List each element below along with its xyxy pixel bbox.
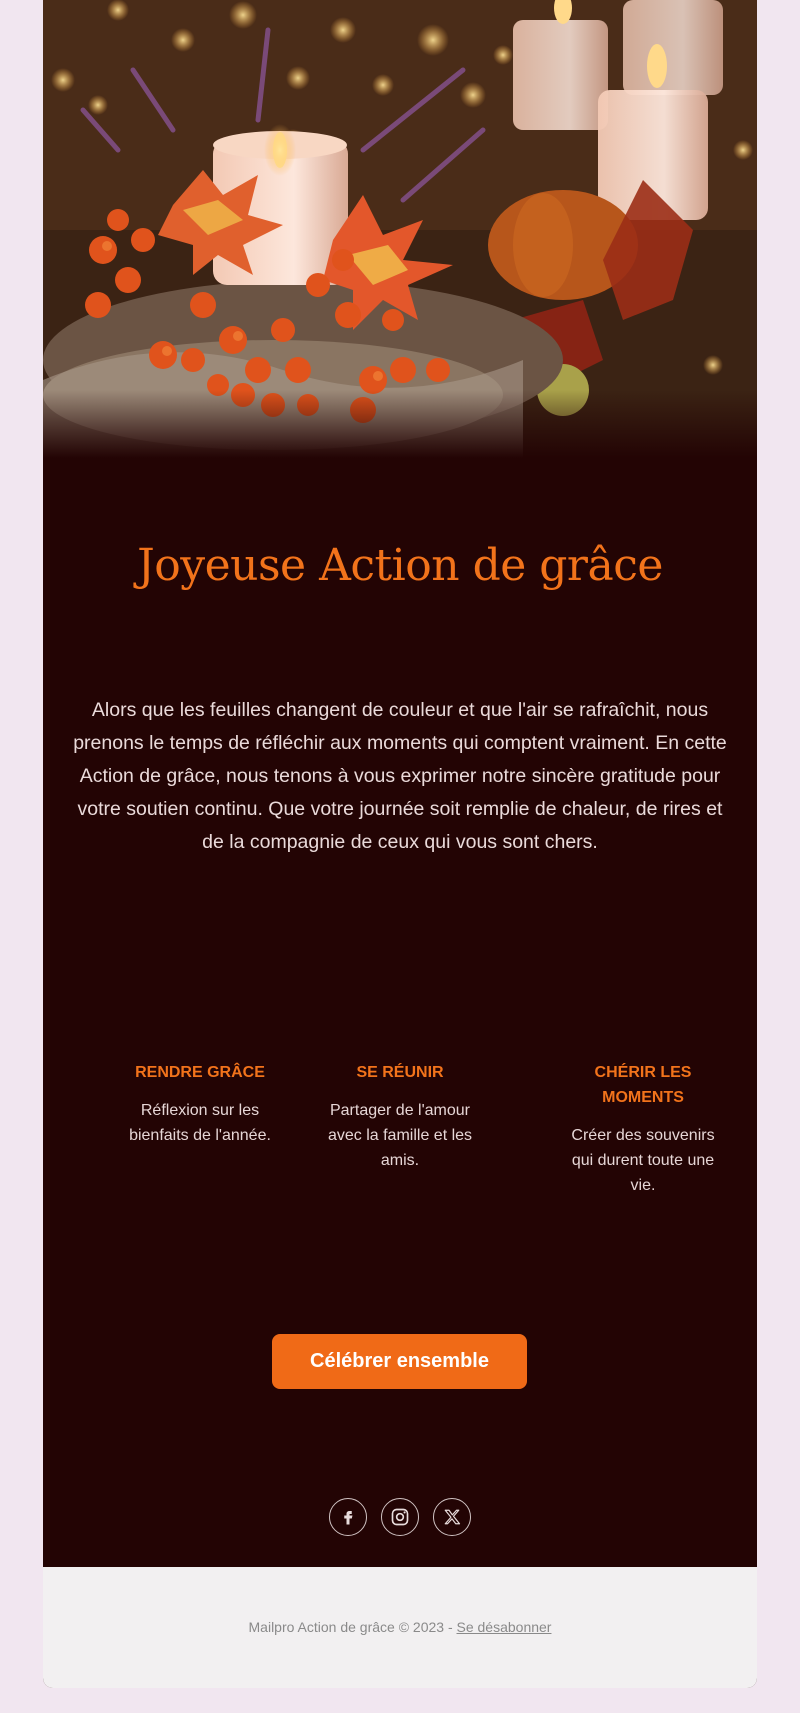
feature-cherir-les-moments (562, 1060, 724, 1198)
feature-heading: RENDRE GRÂCE (135, 1064, 265, 1081)
email-title: Joyeuse Action de grâce (137, 540, 663, 591)
feature-heading: CHÉRIR LES MOMENTS (594, 1064, 692, 1106)
intro-paragraph: Alors que les feuilles changent de couleur et que l'air se rafraîchit, nous prenons le temps de réfléchir aux moments qui comptent vraiment. En cette Action de grâce, nous tenons à vous exprimer notre sincère gratitude pour votre soutien continu. Que votre journée soit remplie de chaleur, de rires et de la compagnie de ceux qui vous sont chers. (73, 699, 727, 853)
feature-columns (43, 1060, 757, 1210)
facebook-icon[interactable] (329, 1498, 367, 1536)
feature-text: Créer des souvenirs qui durent toute une vie. (571, 1127, 715, 1194)
celebrate-button[interactable]: Célébrer ensemble (272, 1334, 527, 1389)
feature-text: Réflexion sur les bienfaits de l'année. (129, 1102, 271, 1144)
x-icon[interactable] (433, 1498, 471, 1536)
instagram-icon[interactable] (381, 1498, 419, 1536)
copyright-text: Mailpro Action de grâce © 2023 - (248, 1619, 457, 1635)
unsubscribe-link[interactable]: Se désabonner (456, 1619, 552, 1635)
social-links (43, 1498, 757, 1538)
autumn-candles-illustration (43, 0, 757, 458)
feature-rendre-grace (120, 1060, 280, 1148)
feature-text: Partager de l'amour avec la famille et les amis. (327, 1102, 473, 1169)
feature-heading: SE RÉUNIR (356, 1064, 444, 1081)
feature-se-reunir (320, 1060, 480, 1173)
hero-image (43, 0, 757, 458)
footer-line (43, 1619, 757, 1635)
email-container (43, 0, 757, 1688)
footer (43, 1567, 757, 1688)
